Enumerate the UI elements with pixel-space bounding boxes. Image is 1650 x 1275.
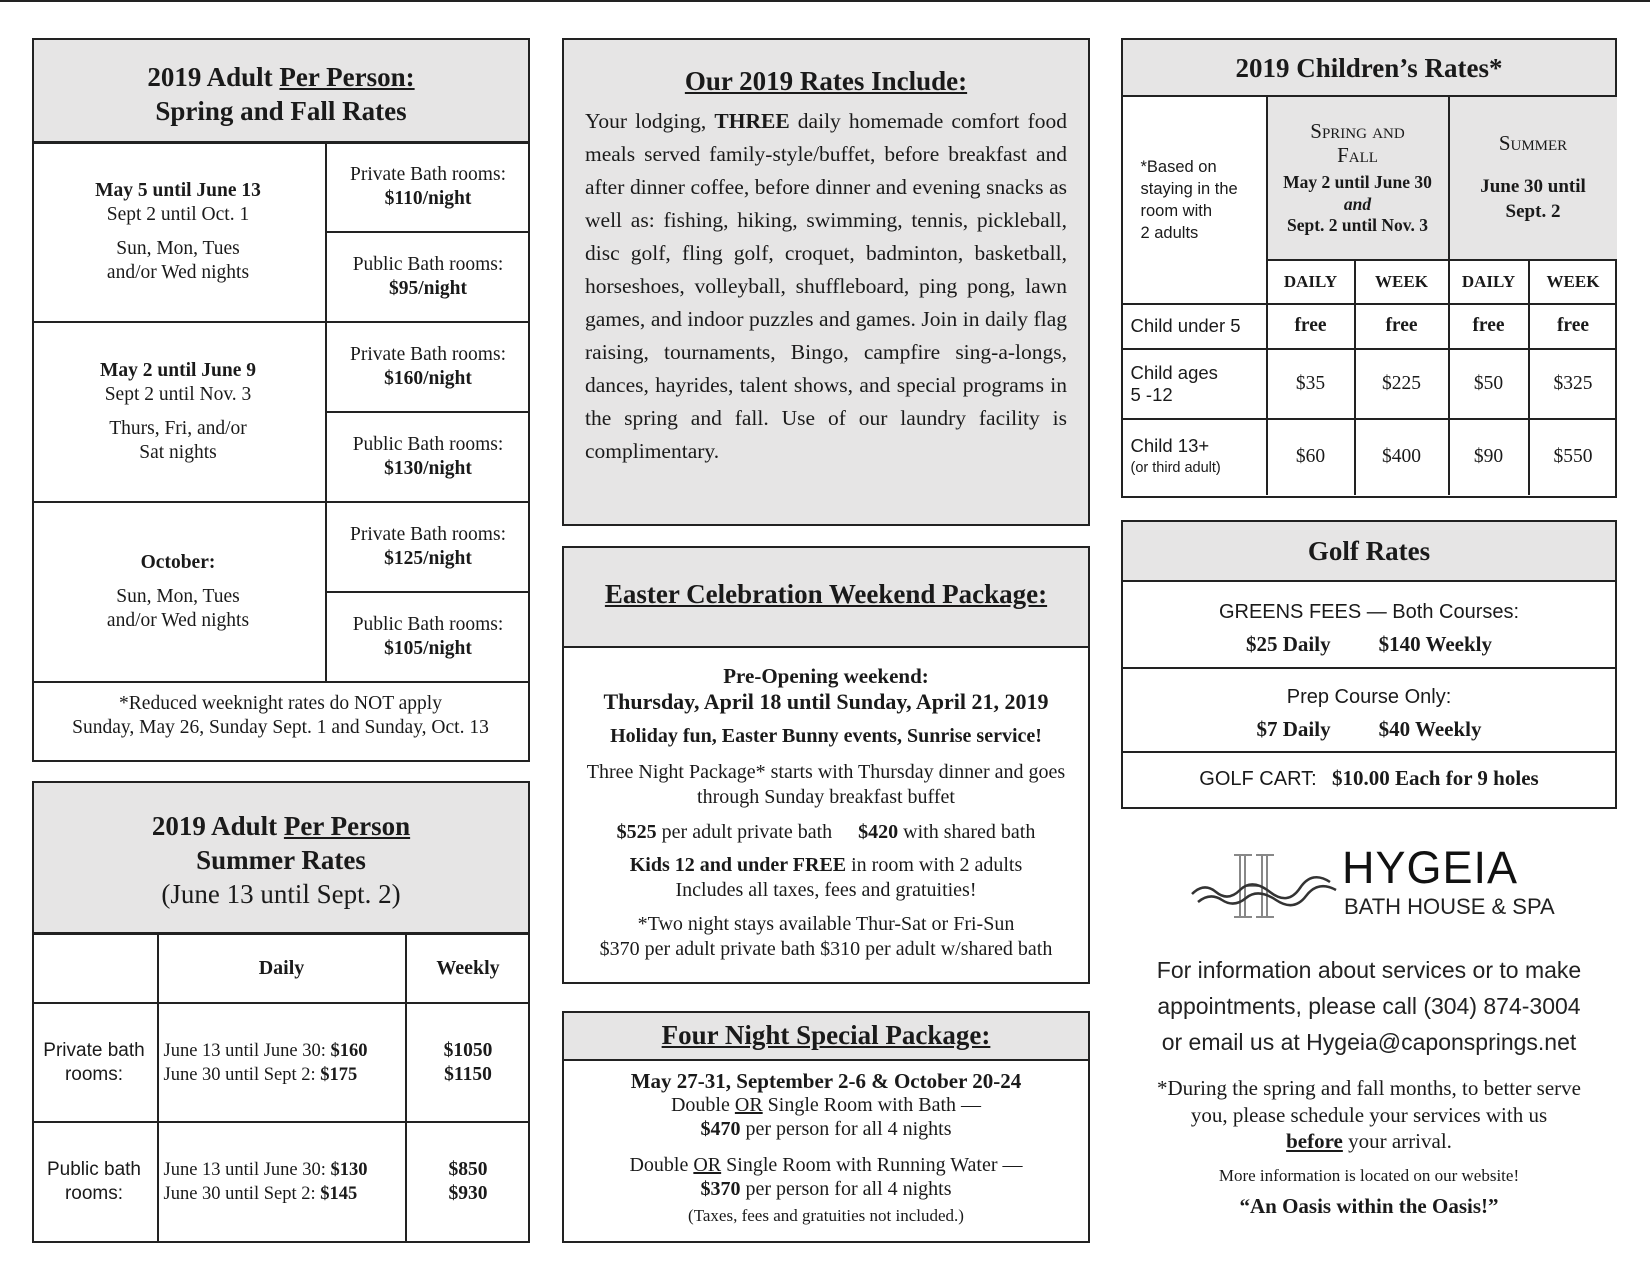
public-bath-label: Public Bath rooms: (352, 254, 504, 275)
spring-fall-note (34, 692, 527, 740)
spring-fall-nights2: Sat nights (139, 442, 217, 463)
schedule-note-tail: your arrival. (1342, 1129, 1452, 1153)
children-row (1121, 349, 1617, 419)
four-night-header: Four Night Special Package: (564, 1013, 1088, 1061)
easter-price-private: $525 (616, 821, 657, 843)
spring-fall-title-underlined: Per Person: (279, 62, 415, 92)
four-night-line4-or: OR (693, 1154, 722, 1176)
private-bath-price: $160/night (384, 368, 472, 389)
spring-fall-title-prefix: 2019 Adult (147, 62, 280, 92)
summer-title-underlined: Per Person (283, 811, 411, 841)
summer-daily-price1: $160 (330, 1040, 368, 1061)
children-col-sf-daily: DAILY (1267, 260, 1355, 304)
four-night-line3 (564, 1117, 1088, 1141)
easter-line1: Pre-Opening weekend: (723, 664, 929, 688)
spring-fall-public-cell (326, 592, 530, 682)
private-bath-price: $125/night (384, 548, 472, 569)
rates-include-box (562, 38, 1090, 526)
easter-kids-bold: Kids 12 and under FREE (629, 854, 847, 876)
private-bath-price: $110/night (384, 188, 472, 209)
easter-shared-text: with shared bath (898, 821, 1036, 843)
summer-room-type (32, 1003, 158, 1122)
summer-weekly-price1: $850 (448, 1159, 488, 1180)
private-bath-label: Private Bath rooms: (350, 164, 506, 185)
children-rate-cell: $225 (1355, 349, 1449, 419)
spring-fall-dates1: October: (140, 552, 216, 573)
easter-package-box (562, 546, 1090, 984)
children-rate-cell: free (1267, 304, 1355, 349)
summer-date-range: (June 13 until Sept. 2) (161, 879, 401, 909)
children-spring-fall-label1: Spring and (1310, 118, 1405, 143)
summer-subtitle: Summer Rates (196, 845, 366, 875)
children-age-label: Child 13+ (1130, 435, 1210, 456)
four-night-note: (Taxes, fees and gratuities not included.) (688, 1206, 964, 1225)
summer-row (32, 1122, 530, 1241)
children-age-sublabel: 5 -12 (1130, 383, 1173, 405)
contact-line3: or email us at Hygeia@caponsprings.net (1161, 1029, 1577, 1055)
children-row (1121, 304, 1617, 349)
four-night-body (564, 1061, 1088, 1228)
easter-kids-text: in room with 2 adults (846, 854, 1023, 876)
four-night-line5-text: per person for all 4 nights (740, 1178, 952, 1200)
schedule-note-line2: you, please schedule your services with us (1190, 1102, 1548, 1127)
spring-fall-row (32, 142, 530, 232)
spring-fall-note-line2: Sunday, May 26, Sunday Sept. 1 and Sunday, Oct. 13 (72, 717, 489, 738)
four-night-line2-pre: Double (670, 1094, 735, 1116)
golf-cart-price: $10.00 Each for 9 holes (1331, 766, 1539, 790)
summer-daily-period2: June 30 until Sept 2: (163, 1064, 316, 1085)
golf-cart-label: GOLF CART: (1199, 768, 1317, 790)
children-age-cell (1121, 304, 1267, 349)
summer-title-prefix: 2019 Adult (151, 811, 284, 841)
spring-fall-private-cell (326, 142, 530, 232)
summer-room-type (32, 1122, 158, 1241)
summer-rates-box (32, 781, 530, 1243)
four-night-line2 (564, 1093, 1088, 1117)
contact-line2: appointments, please call (304) 874-3004 (1157, 993, 1581, 1019)
summer-room-label1: Private bath (43, 1039, 145, 1061)
summer-weekly-cell (406, 1122, 530, 1241)
children-rate-cell: free (1529, 304, 1617, 349)
summer-weekly-price2: $1150 (444, 1063, 492, 1085)
spring-fall-public-cell (326, 412, 530, 502)
slogan: “An Oasis within the Oasis!” (1239, 1194, 1499, 1218)
spring-fall-private-cell (326, 322, 530, 412)
children-summer-dates2: Sept. 2 (1505, 201, 1561, 222)
rates-include-text (585, 105, 1067, 468)
children-note-cell (1121, 96, 1267, 304)
hygeia-logo (1190, 842, 1570, 922)
golf-greens-section (1123, 582, 1615, 669)
summer-weekly-price2: $930 (448, 1183, 488, 1204)
summer-weekly-cell (406, 1003, 530, 1122)
golf-prep-weekly: $40 Weekly (1378, 717, 1482, 741)
four-night-dates: May 27-31, September 2-6 & October 20-24 (630, 1069, 1022, 1093)
summer-table (32, 932, 530, 1241)
hygeia-brand-name: HYGEIA (1342, 842, 1519, 893)
golf-rates-box (1121, 520, 1617, 809)
children-summer-label: Summer (1498, 131, 1568, 155)
easter-line6 (564, 820, 1088, 845)
spring-fall-nights1: Thurs, Fri, and/or (109, 418, 247, 439)
schedule-note (1121, 1075, 1617, 1220)
easter-line4: Three Night Package* starts with Thursday dinner and goes (586, 761, 1066, 783)
children-spring-fall-header (1267, 96, 1449, 260)
children-age-label: Child under 5 (1130, 315, 1241, 336)
spring-fall-row (32, 322, 530, 412)
golf-prep-label: Prep Course Only: (1286, 686, 1452, 708)
children-spring-fall-dates1: May 2 until June 30 (1283, 171, 1432, 192)
summer-daily-price2: $175 (320, 1064, 358, 1085)
hygeia-brand-tagline: BATH HOUSE & SPA (1344, 894, 1555, 919)
summer-header (34, 783, 528, 935)
easter-line9: *Two night stays available Thur-Sat or Fri-Sun (637, 913, 1015, 935)
easter-price-shared: $420 (858, 821, 899, 843)
spring-fall-private-cell (326, 502, 530, 592)
contact-line1: For information about services or to make (1156, 957, 1582, 983)
children-summer-dates1: June 30 until (1480, 176, 1586, 197)
four-night-line4-post: Single Room with Running Water — (721, 1154, 1023, 1176)
summer-room-label2: rooms: (64, 1183, 124, 1204)
children-rate-cell: $325 (1529, 349, 1617, 419)
spring-fall-table (32, 141, 530, 683)
summer-col-weekly: Weekly (406, 933, 530, 1003)
private-bath-label: Private Bath rooms: (350, 524, 506, 545)
children-col-su-daily: DAILY (1449, 260, 1529, 304)
schedule-note-line3 (1121, 1128, 1617, 1155)
children-rate-cell: $400 (1355, 419, 1449, 495)
summer-daily-period1: June 13 until June 30: (163, 1040, 326, 1061)
summer-daily-period1: June 13 until June 30: (163, 1160, 326, 1180)
includes-text-post: daily homemade comfort food meals served family-style/buffet, before breakfast and after dinner coffee, before dinner and evening snacks as well as: fishing, hiking, swimming, tennis, pickleball, disc golf, fling golf, croquet, badminton, basketball, horseshoes, volleyball, shuffleboard, ping pong, lawn games, and indoor puzzles and games. Join in daily flag raising, tournaments, Bingo, campfire sing-a-longs, dances, hayrides, talent shows, and special programs in the spring and fall. Use of our laundry facility is complimentary. (585, 109, 1067, 463)
golf-prep-daily: $7 Daily (1256, 717, 1331, 741)
children-rate-cell: $50 (1449, 349, 1529, 419)
children-col-su-week: WEEK (1529, 260, 1617, 304)
website-note: More information is located on our website! (1218, 1165, 1520, 1185)
children-rate-cell: free (1449, 304, 1529, 349)
summer-daily-cell (158, 1003, 406, 1122)
spring-fall-period-cell (32, 502, 326, 682)
four-night-price-water: $370 (700, 1178, 741, 1200)
children-spring-fall-and: and (1343, 193, 1372, 214)
children-rate-cell: $550 (1529, 419, 1617, 495)
public-bath-price: $105/night (384, 638, 472, 659)
summer-row (32, 1003, 530, 1122)
children-age-sublabel: (or third adult) (1130, 460, 1221, 476)
public-bath-price: $130/night (384, 458, 472, 479)
children-age-cell (1121, 349, 1267, 419)
children-rate-cell: $60 (1267, 419, 1355, 495)
spring-fall-header (34, 40, 528, 144)
top-rule (0, 0, 1650, 2)
children-rate-cell: $90 (1449, 419, 1529, 495)
public-bath-price: $95/night (388, 278, 468, 299)
four-night-line4 (564, 1153, 1088, 1177)
children-note-line3: room with (1140, 201, 1213, 220)
children-summer-header (1449, 96, 1617, 260)
contact-info (1121, 952, 1617, 1060)
schedule-note-line1: *During the spring and fall months, to better serve (1157, 1076, 1581, 1100)
four-night-price-bath: $470 (700, 1118, 741, 1140)
children-rate-cell: $35 (1267, 349, 1355, 419)
easter-line7 (564, 853, 1088, 878)
four-night-package-box (562, 1011, 1090, 1243)
children-spring-fall-label2: Fall (1337, 142, 1378, 167)
golf-header: Golf Rates (1123, 522, 1615, 582)
schedule-note-before: before (1286, 1129, 1343, 1153)
summer-weekly-price1: $1050 (443, 1039, 493, 1061)
rates-include-title: Our 2019 Rates Include: (684, 66, 968, 96)
hygeia-emblem-icon (1190, 846, 1350, 922)
four-night-line4-pre: Double (629, 1154, 694, 1176)
golf-greens-label: GREENS FEES — Both Courses: (1218, 601, 1520, 623)
children-table (1121, 95, 1617, 495)
spring-fall-nights1: Sun, Mon, Tues (116, 586, 240, 607)
spring-fall-row (32, 502, 530, 592)
easter-line10: $370 per adult private bath $310 per adult w/shared bath (599, 938, 1053, 960)
easter-line3: Holiday fun, Easter Bunny events, Sunrise service! (610, 725, 1042, 747)
easter-line5: through Sunday breakfast buffet (697, 786, 955, 808)
spring-fall-dates2: Sept 2 until Nov. 3 (104, 384, 252, 405)
summer-daily-cell (158, 1122, 406, 1241)
children-note-line2: staying in the (1140, 179, 1238, 198)
spring-fall-dates2: Sept 2 until Oct. 1 (106, 204, 250, 225)
children-row (1121, 419, 1617, 495)
four-night-line2-post: Single Room with Bath — (762, 1094, 982, 1116)
children-age-cell (1121, 419, 1267, 495)
spring-fall-note-line1: *Reduced weeknight rates do NOT apply (119, 693, 442, 714)
private-bath-label: Private Bath rooms: (350, 344, 506, 365)
spring-fall-period-cell (32, 322, 326, 502)
spring-fall-nights2: and/or Wed nights (106, 610, 250, 631)
summer-corner-cell (32, 933, 158, 1003)
spring-fall-nights2: and/or Wed nights (106, 262, 250, 283)
children-spring-fall-dates2: Sept. 2 until Nov. 3 (1287, 214, 1428, 235)
includes-text-pre: Your lodging, (585, 109, 715, 133)
children-note-line4: 2 adults (1140, 223, 1199, 242)
public-bath-label: Public Bath rooms: (352, 614, 504, 635)
summer-room-label1: Public bath (46, 1159, 141, 1180)
easter-header: Easter Celebration Weekend Package: (564, 548, 1088, 648)
golf-cart-section (1123, 753, 1615, 791)
spring-fall-rates-box (32, 38, 530, 762)
children-rate-cell: free (1355, 304, 1449, 349)
children-col-sf-week: WEEK (1355, 260, 1449, 304)
easter-body (564, 648, 1088, 962)
four-night-line2-or: OR (734, 1094, 763, 1116)
summer-col-daily: Daily (158, 933, 406, 1003)
summer-daily-price2: $145 (320, 1184, 358, 1204)
easter-line2: Thursday, April 18 until Sunday, April 21, 2019 (603, 689, 1049, 714)
children-header: 2019 Children’s Rates* (1123, 40, 1615, 97)
children-age-label: Child ages (1130, 361, 1218, 383)
spring-fall-nights1: Sun, Mon, Tues (116, 238, 240, 259)
summer-daily-period2: June 30 until Sept 2: (163, 1184, 316, 1204)
easter-line8: Includes all taxes, fees and gratuities! (675, 879, 977, 901)
spring-fall-dates1: May 2 until June 9 (99, 360, 257, 381)
includes-text-bold: THREE (714, 109, 790, 133)
easter-private-text: per adult private bath (656, 821, 833, 843)
summer-daily-price1: $130 (330, 1160, 368, 1180)
public-bath-label: Public Bath rooms: (352, 434, 504, 455)
summer-room-label2: rooms: (64, 1063, 124, 1085)
spring-fall-subtitle: Spring and Fall Rates (155, 96, 407, 126)
four-night-line5 (564, 1177, 1088, 1201)
golf-greens-daily: $25 Daily (1246, 632, 1331, 656)
children-note-line1: *Based on (1140, 157, 1217, 176)
spring-fall-dates1: May 5 until June 13 (95, 180, 261, 201)
children-rates-box (1121, 38, 1617, 498)
spring-fall-period-cell (32, 142, 326, 322)
four-night-line3-text: per person for all 4 nights (740, 1118, 952, 1140)
spring-fall-public-cell (326, 232, 530, 322)
golf-prep-section (1123, 669, 1615, 753)
golf-greens-weekly: $140 Weekly (1378, 632, 1492, 656)
